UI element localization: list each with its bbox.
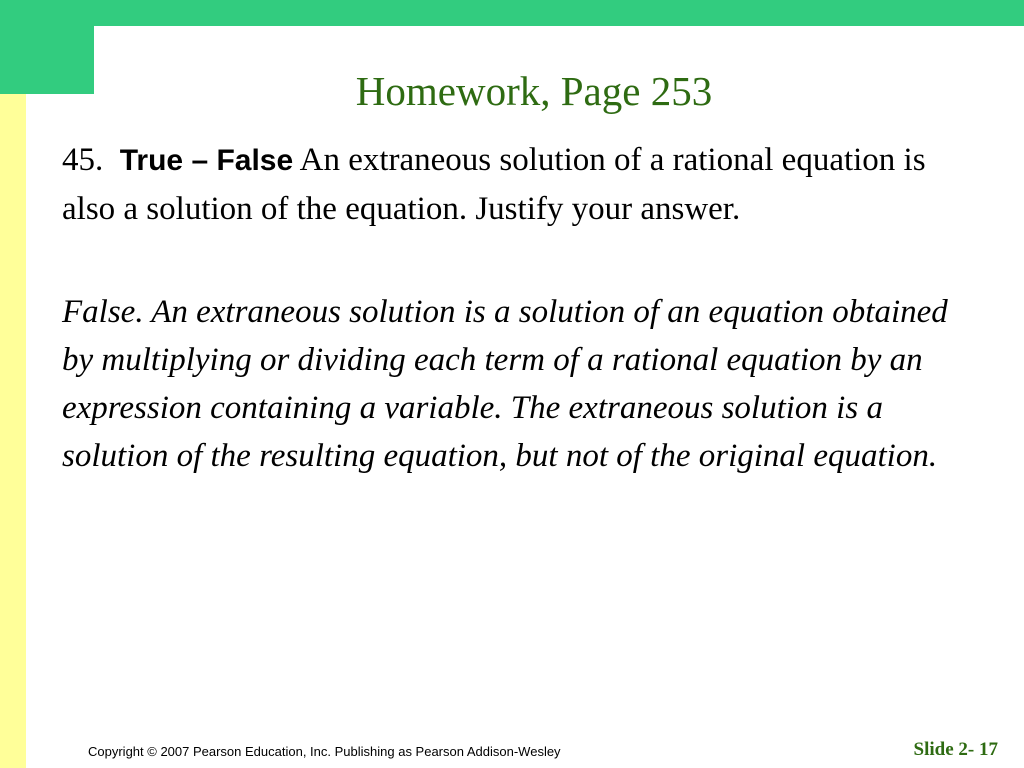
question-paragraph <box>62 136 962 233</box>
answer-paragraph: False. An extraneous solution is a solution of an equation obtained by multiplying or dividing each term of a rational equation by an expression containing a variable. The extraneous solution is a solution of the resulting equation, but not of the original equation. <box>62 294 948 474</box>
question-text: An extraneous solution of a rational equation is also a solution of the equation. Justify your answer. <box>62 142 926 227</box>
copyright-notice: Copyright © 2007 Pearson Education, Inc. Publishing as Pearson Addison-Wesley <box>88 744 561 759</box>
slide-number: Slide 2- 17 <box>913 739 998 760</box>
top-accent-bar <box>0 0 1024 26</box>
question-number: 45. <box>62 142 104 178</box>
slide-title: Homework, Page 253 <box>355 68 713 114</box>
question-type-label: True – False <box>119 144 294 177</box>
